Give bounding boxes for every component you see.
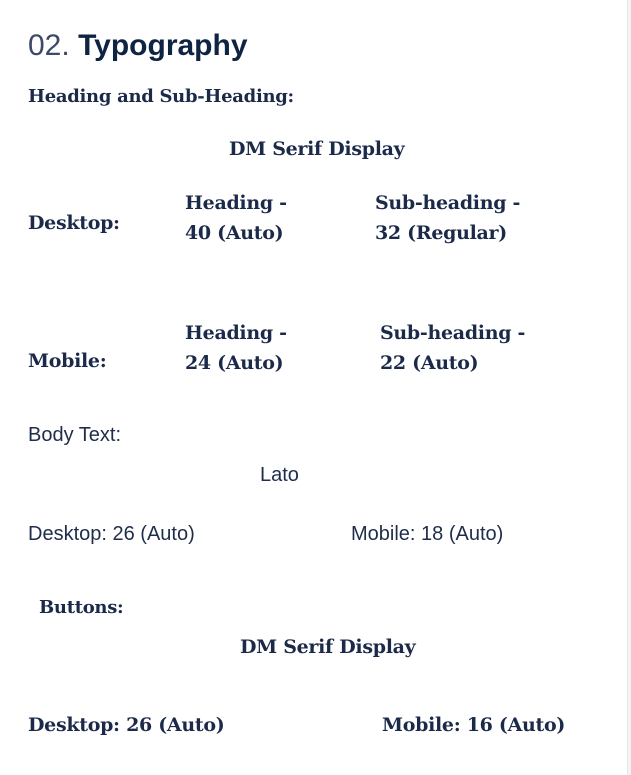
section-title [28,26,248,66]
heading-section-label: Heading and Sub-Heading: [28,86,294,107]
desktop-heading-size: 40 (Auto) [185,222,284,244]
mobile-subheading-spec [380,318,525,378]
heading-desktop-label: Desktop: [28,212,120,234]
body-section-label: Body Text: [28,424,122,446]
desktop-subheading-name: Sub-heading - [375,192,521,214]
buttons-mobile-size: Mobile: 16 (Auto) [382,714,566,736]
body-desktop-size: Desktop: 26 (Auto) [28,523,195,545]
mobile-heading-spec [185,318,287,378]
heading-mobile-label: Mobile: [28,350,107,372]
body-font-name: Lato [260,464,299,486]
desktop-subheading-size: 32 (Regular) [375,222,507,244]
mobile-heading-name: Heading - [185,322,287,344]
mobile-subheading-name: Sub-heading - [380,322,526,344]
buttons-font-name: DM Serif Display [240,636,416,658]
desktop-heading-name: Heading - [185,192,287,214]
desktop-subheading-spec [375,188,520,248]
mobile-subheading-size: 22 (Auto) [380,352,479,374]
heading-font-name: DM Serif Display [229,138,405,160]
section-heading: Typography [78,29,248,62]
mobile-heading-size: 24 (Auto) [185,352,284,374]
section-number: 02. [28,29,70,62]
buttons-desktop-size: Desktop: 26 (Auto) [28,714,225,736]
desktop-heading-spec [185,188,287,248]
body-mobile-size: Mobile: 18 (Auto) [351,523,504,545]
buttons-section-label: Buttons: [39,597,124,618]
